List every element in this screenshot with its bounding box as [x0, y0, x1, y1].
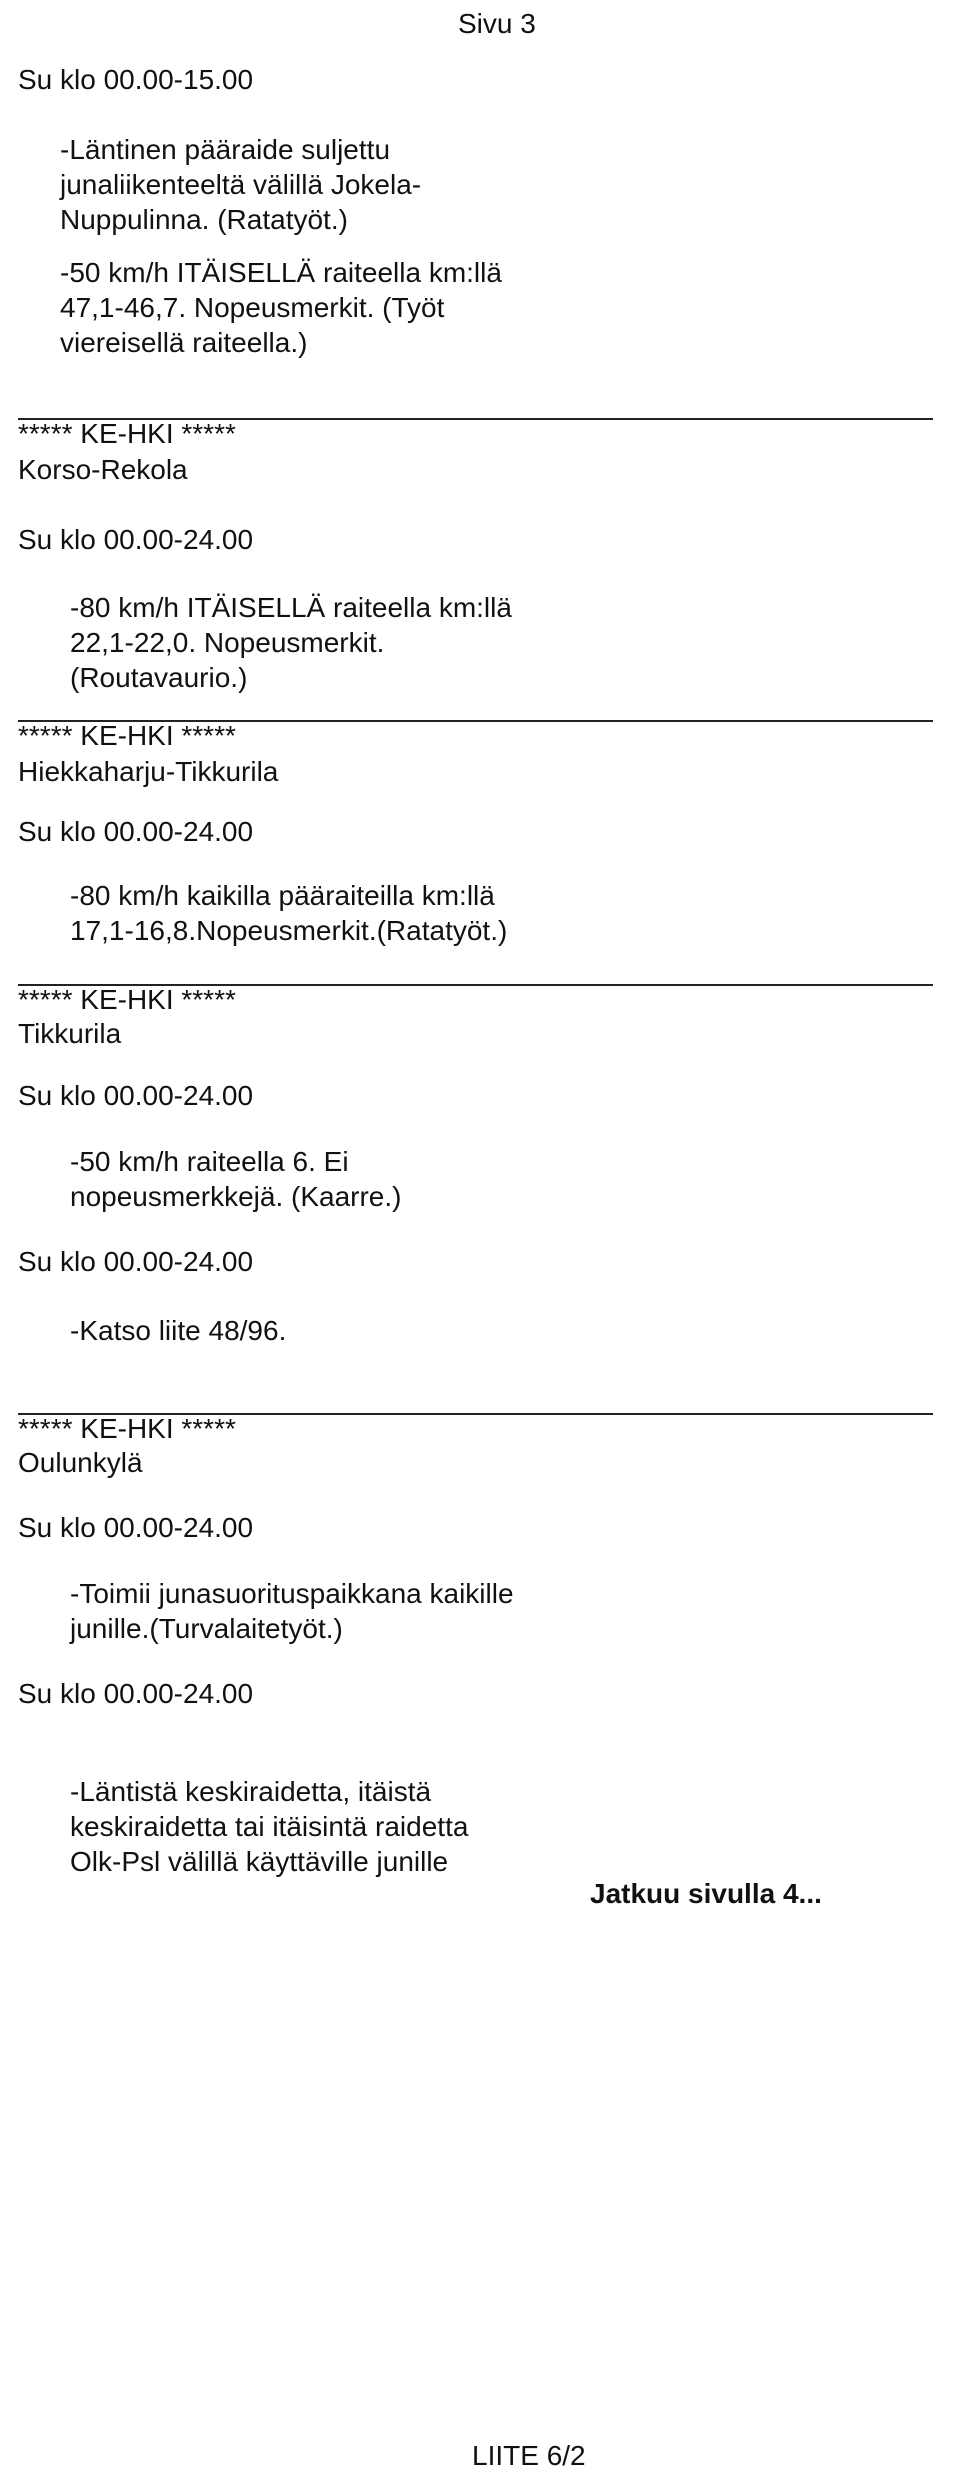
time-range: Su klo 00.00-24.00 [18, 816, 254, 847]
page-number: Sivu 3 [458, 8, 536, 39]
time-range: Su klo 00.00-24.00 [18, 1246, 254, 1277]
location-name: Korso-Rekola [18, 454, 188, 485]
time-range: Su klo 00.00-15.00 [18, 64, 254, 95]
notice-text: -50 km/h ITÄISELLÄ raiteella km:llä 47,1-46,7. Nopeusmerkit. (Työt viereisellä raiteella.) [60, 257, 502, 358]
notice-text: -80 km/h ITÄISELLÄ raiteella km:llä 22,1-22,0. Nopeusmerkit. (Routavaurio.) [70, 592, 512, 693]
location-name: Oulunkylä [18, 1447, 143, 1478]
notice-text: -Läntistä keskiraidetta, itäistä keskiraidetta tai itäisintä raidetta Olk-Psl välillä käyttäville junille [70, 1776, 469, 1877]
time-range: Su klo 00.00-24.00 [18, 524, 254, 555]
section-header: ***** KE-HKI ***** [18, 418, 236, 449]
notice-text: -Läntinen pääraide suljettu junaliikenteeltä välillä Jokela- Nuppulinna. (Ratatyöt.) [60, 134, 422, 235]
continuation-note: Jatkuu sivulla 4... [590, 1878, 822, 1909]
location-name: Hiekkaharju-Tikkurila [18, 756, 279, 787]
time-range: Su klo 00.00-24.00 [18, 1080, 254, 1111]
time-range: Su klo 00.00-24.00 [18, 1678, 254, 1709]
section-header: ***** KE-HKI ***** [18, 1413, 236, 1444]
section-header: ***** KE-HKI ***** [18, 984, 236, 1015]
notice-text: -80 km/h kaikilla pääraiteilla km:llä 17,1-16,8.Nopeusmerkit.(Ratatyöt.) [70, 880, 508, 946]
time-range: Su klo 00.00-24.00 [18, 1512, 254, 1543]
notice-text: -Katso liite 48/96. [70, 1315, 287, 1346]
location-name: Tikkurila [18, 1018, 122, 1049]
notice-text: -50 km/h raiteella 6. Ei nopeusmerkkejä. (Kaarre.) [70, 1146, 402, 1212]
attachment-label: LIITE 6/2 [472, 2440, 586, 2471]
notice-text: -Toimii junasuorituspaikkana kaikille junille.(Turvalaitetyöt.) [70, 1578, 514, 1644]
section-header: ***** KE-HKI ***** [18, 720, 236, 751]
